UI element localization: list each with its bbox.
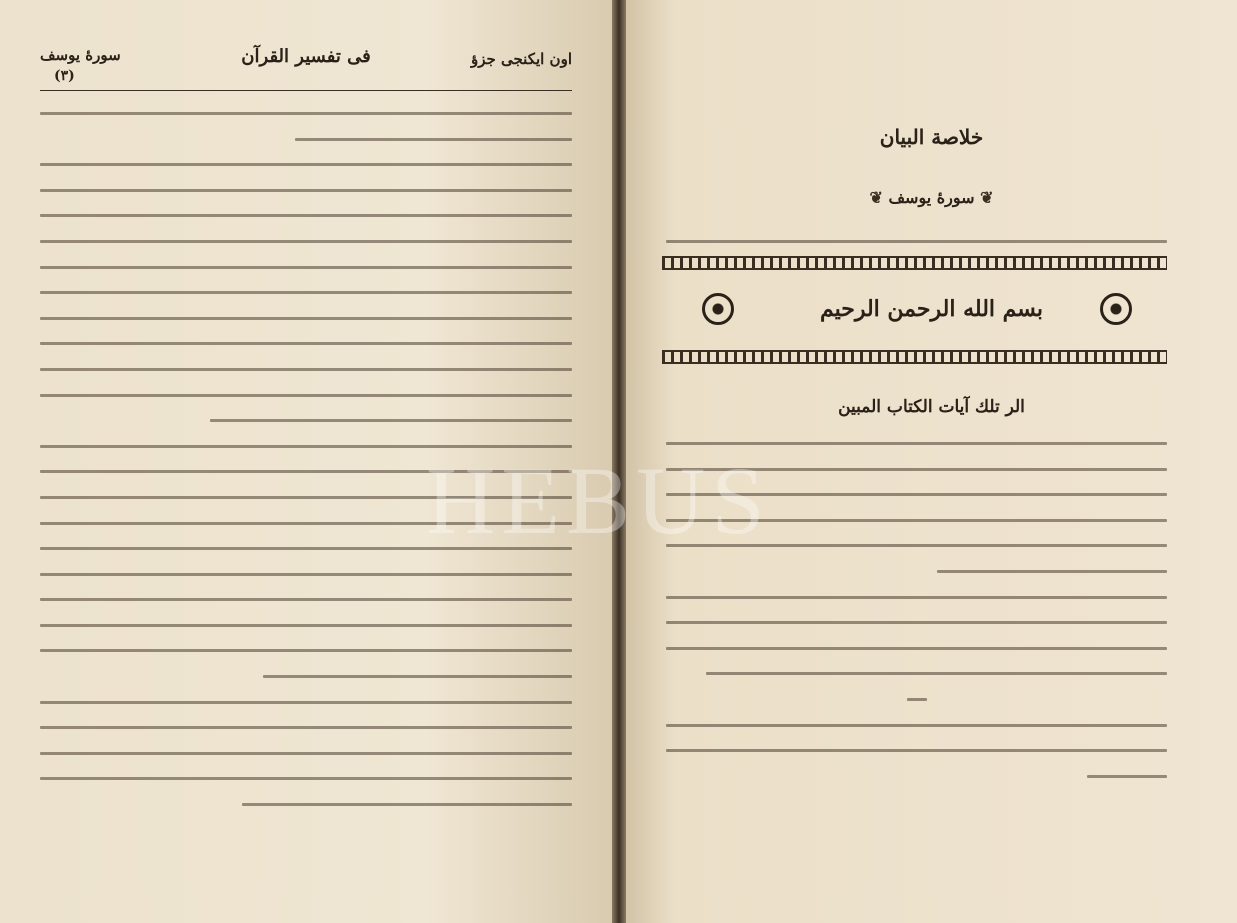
rosette-icon bbox=[702, 293, 734, 325]
text-line bbox=[40, 240, 572, 243]
sura-title-text: سورهٔ يوسف bbox=[888, 188, 975, 207]
header-sura: سورهٔ يوسف bbox=[40, 46, 121, 64]
text-line bbox=[40, 598, 572, 601]
text-line bbox=[40, 701, 572, 704]
opening-verse: الر تلك آيات الكتاب المبين bbox=[838, 397, 1025, 417]
text-line bbox=[242, 803, 572, 806]
text-line bbox=[295, 138, 572, 141]
text-line bbox=[40, 266, 572, 269]
top-border-band bbox=[662, 256, 1167, 270]
page-number: (٣) bbox=[54, 68, 75, 84]
text-line bbox=[706, 672, 1167, 675]
text-line bbox=[937, 570, 1167, 573]
rosette-icon bbox=[1100, 293, 1132, 325]
ornament-icon: ❦ bbox=[869, 188, 889, 207]
text-line bbox=[907, 698, 927, 701]
basmala: بسم الله الرحمن الرحيم bbox=[819, 296, 1044, 322]
text-line bbox=[40, 189, 572, 192]
text-line bbox=[40, 214, 572, 217]
text-line bbox=[40, 291, 572, 294]
text-line bbox=[40, 368, 572, 371]
text-line bbox=[1087, 775, 1167, 778]
text-line bbox=[40, 573, 572, 576]
text-line bbox=[40, 163, 572, 166]
bottom-border-band bbox=[662, 350, 1167, 364]
ornament-icon: ❦ bbox=[980, 188, 994, 207]
header-rule bbox=[40, 90, 572, 91]
text-line bbox=[666, 240, 1167, 243]
text-line bbox=[666, 647, 1167, 650]
text-line bbox=[40, 777, 572, 780]
text-line bbox=[40, 317, 572, 320]
sura-title bbox=[869, 188, 993, 207]
text-line bbox=[40, 752, 572, 755]
text-line bbox=[40, 624, 572, 627]
text-line bbox=[263, 675, 572, 678]
text-line bbox=[666, 724, 1167, 727]
text-line bbox=[210, 419, 572, 422]
running-header bbox=[40, 46, 572, 86]
text-line bbox=[40, 649, 572, 652]
header-juz: اون ايكنجى جزؤ bbox=[470, 50, 572, 68]
header-title: فى تفسير القرآن bbox=[241, 46, 371, 67]
text-line bbox=[666, 621, 1167, 624]
khulasa-title: خلاصة البيان bbox=[879, 125, 984, 149]
text-line bbox=[40, 342, 572, 345]
text-line bbox=[40, 112, 572, 115]
watermark: HEBUS bbox=[426, 447, 771, 554]
text-line bbox=[666, 596, 1167, 599]
text-line bbox=[40, 726, 572, 729]
text-line bbox=[666, 749, 1167, 752]
text-line bbox=[40, 394, 572, 397]
